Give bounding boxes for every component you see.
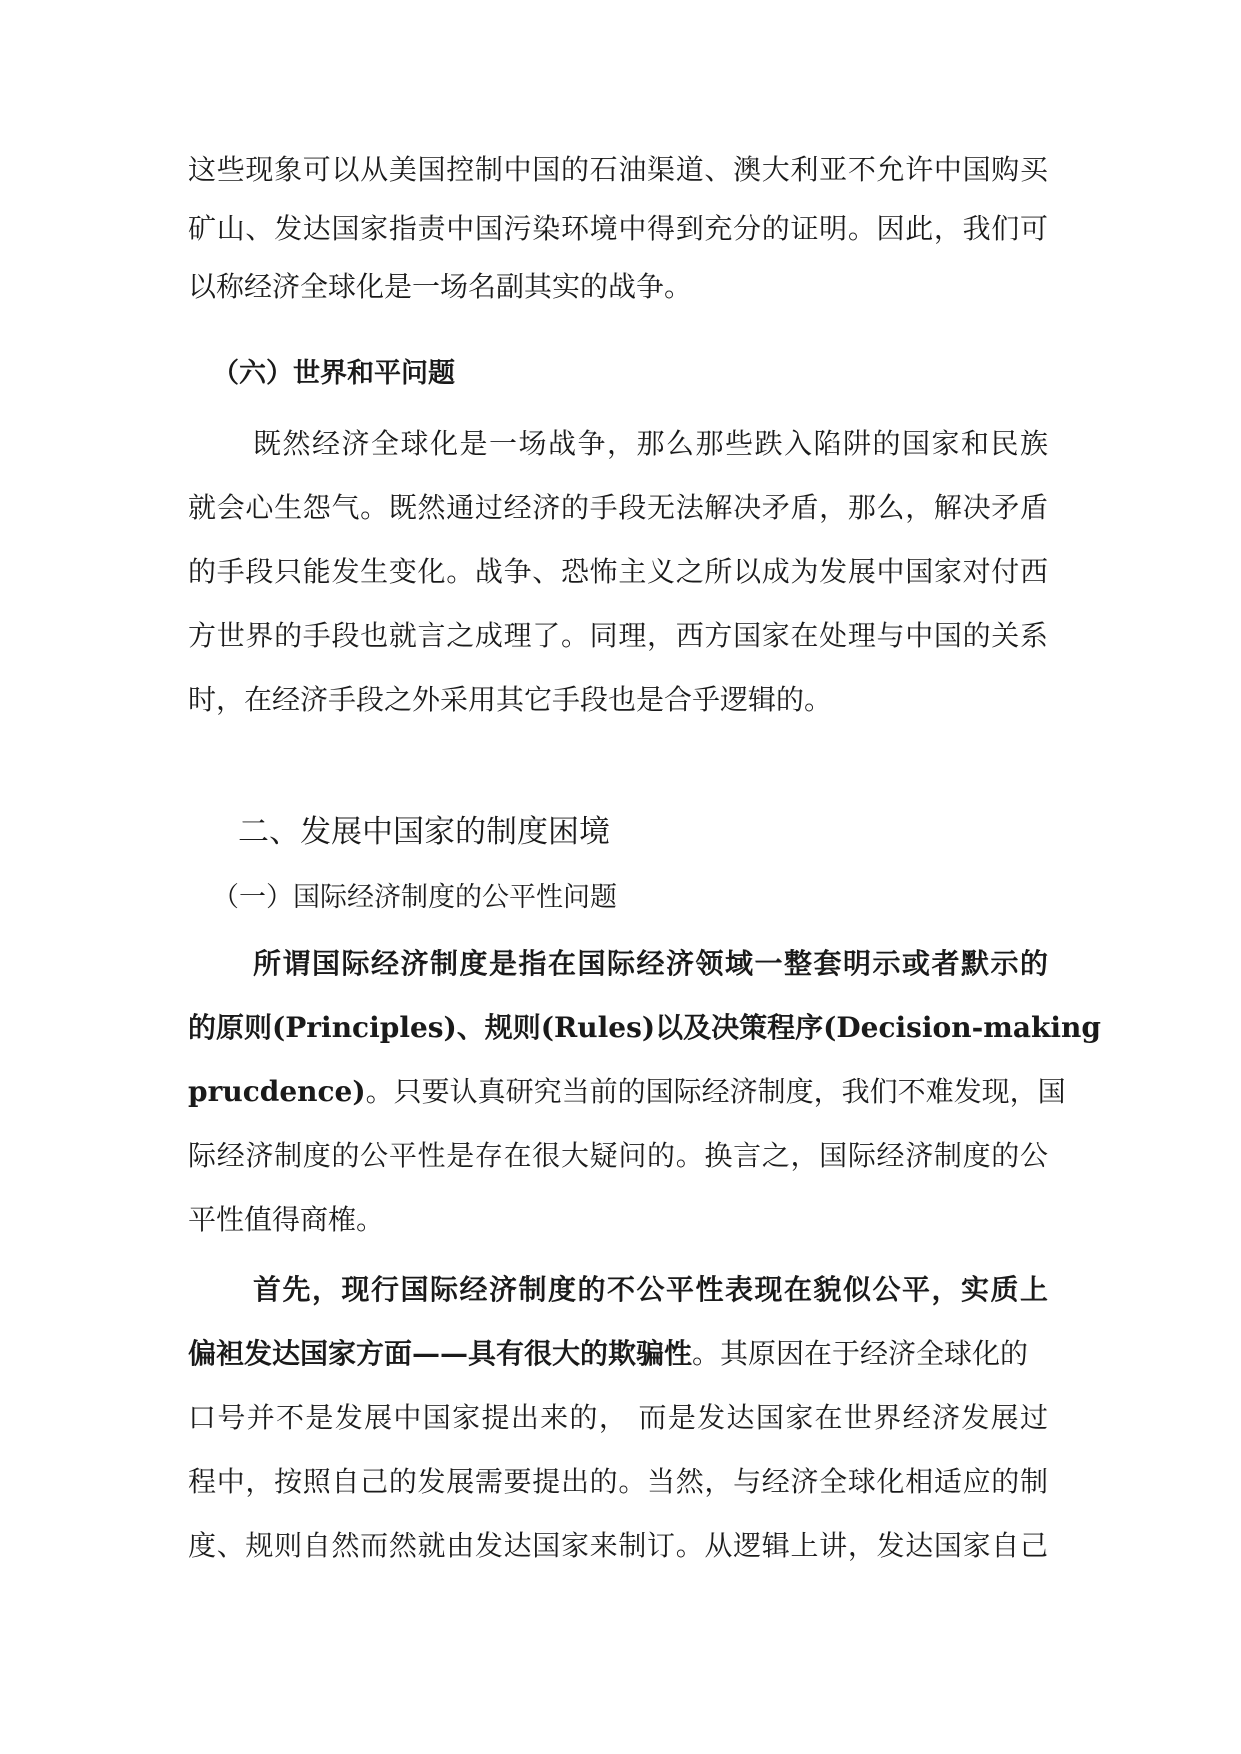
body-line-4: 既然经济全球化是一场战争，那么那些跌入陷阱的国家和民族 (253, 427, 1048, 460)
body-line-11-rest: 。只要认真研究当前的国际经济制度，我们不难发现，国 (365, 1075, 1066, 1108)
body-line-11-bold: prucdence) (188, 1075, 366, 1108)
body-line-5: 就会心生怨气。既然通过经济的手段无法解决矛盾，那么，解决矛盾 (188, 491, 1048, 524)
body-line-2: 矿山、发达国家指责中国污染环境中得到充分的证明。因此，我们可 (188, 212, 1048, 245)
body-line-18: 度、规则自然而然就由发达国家来制订。从逻辑上讲，发达国家自己 (188, 1529, 1048, 1562)
body-line-6: 的手段只能发生变化。战争、恐怖主义之所以成为发展中国家对付西 (188, 555, 1048, 588)
body-line-17: 程中，按照自己的发展需要提出的。当然，与经济全球化相适应的制 (188, 1465, 1048, 1498)
body-line-9: 所谓国际经济制度是指在国际经济领域一整套明示或者默示的 (253, 947, 1048, 980)
body-line-13: 平性值得商榷。 (188, 1203, 385, 1236)
body-line-1: 这些现象可以从美国控制中国的石油渠道、澳大利亚不允许中国购买 (188, 153, 1048, 186)
section-heading-1: （一）国际经济制度的公平性问题 (212, 882, 617, 913)
chapter-heading-2: 二、发展中国家的制度困境 (238, 814, 610, 850)
body-line-15 (188, 1334, 1028, 1374)
body-line-8: 时，在经济手段之外采用其它手段也是合乎逻辑的。 (188, 683, 833, 716)
body-line-11 (188, 1072, 1066, 1112)
body-line-12: 际经济制度的公平性是存在很大疑问的。换言之，国际经济制度的公 (188, 1139, 1048, 1172)
section-heading-6: （六）世界和平问题 (212, 358, 455, 389)
body-line-10: 的原则(Principles)、规则(Rules)以及决策程序(Decision-making (188, 1011, 1101, 1044)
body-line-16: 口号并不是发展中国家提出来的， 而是发达国家在世界经济发展过 (188, 1401, 1048, 1434)
body-line-3: 以称经济全球化是一场名副其实的战争。 (188, 270, 693, 303)
body-line-15-rest: 。其原因在于经济全球化的 (692, 1337, 1029, 1370)
body-line-15-bold: 偏袒发达国家方面——具有很大的欺骗性 (188, 1337, 693, 1370)
body-line-7: 方世界的手段也就言之成理了。同理，西方国家在处理与中国的关系 (188, 619, 1048, 652)
body-line-14: 首先，现行国际经济制度的不公平性表现在貌似公平，实质上 (253, 1273, 1048, 1306)
